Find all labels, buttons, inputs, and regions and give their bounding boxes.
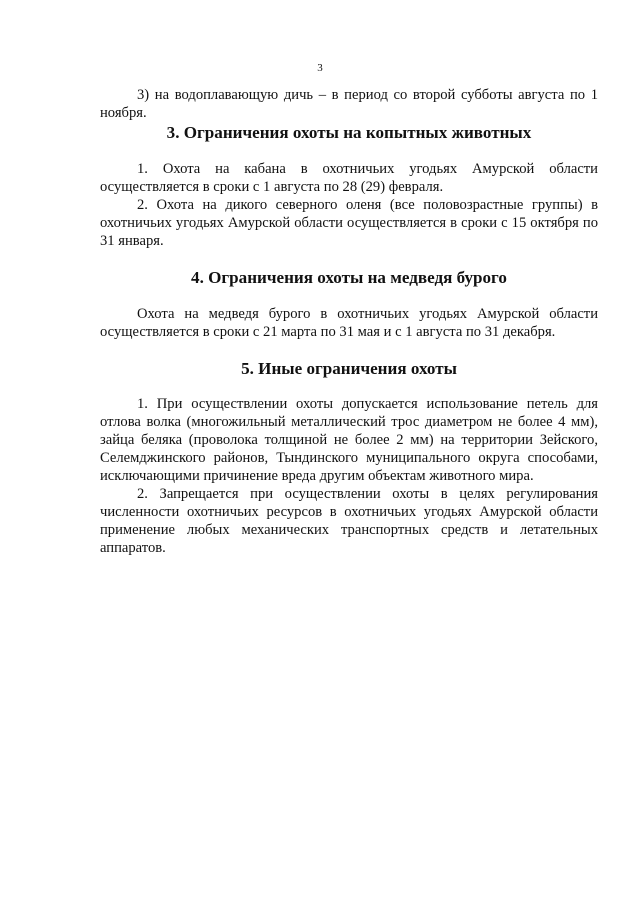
- section-3-heading: 3. Ограничения охоты на копытных животных: [166, 123, 532, 142]
- section-5-paragraph-1: 1. При осуществлении охоты допускается использование петель для отлова волка (многожильный металлический трос диаметром не более 4 мм), зайца беляка (проволока толщиной не более 2 мм) на территории Зейского, Селемджинского районов, Тындинского муниципального округа способами, исключающими причинение вреда другим объектам животного мира.: [100, 396, 598, 484]
- section-5-heading: 5. Иные ограничения охоты: [241, 359, 457, 378]
- section-4-heading: 4. Ограничения охоты на медведя бурого: [191, 268, 507, 287]
- section-4-paragraph-1: Охота на медведя бурого в охотничьих угодьях Амурской области осуществляется в сроки с 21 марта по 31 мая и с 1 августа по 31 декабря.: [100, 306, 598, 340]
- section-3-paragraph-2: 2. Охота на дикого северного оленя (все половозрастные группы) в охотничьих угодьях Амурской области осуществляется в сроки с 15 октября по 31 января.: [100, 197, 598, 249]
- intro-paragraph: 3) на водоплавающую дичь – в период со второй субботы августа по 1 ноября.: [100, 87, 598, 121]
- page-number: 3: [317, 62, 323, 74]
- document-body: [100, 86, 598, 557]
- section-3-paragraph-1: 1. Охота на кабана в охотничьих угодьях Амурской области осуществляется в сроки с 1 августа по 28 (29) февраля.: [100, 161, 598, 195]
- section-5-paragraph-2: 2. Запрещается при осуществлении охоты в целях регулирования численности охотничьих ресурсов в охотничьих угодьях Амурской области применение любых механических транспортных средств и летательных аппаратов.: [100, 486, 598, 556]
